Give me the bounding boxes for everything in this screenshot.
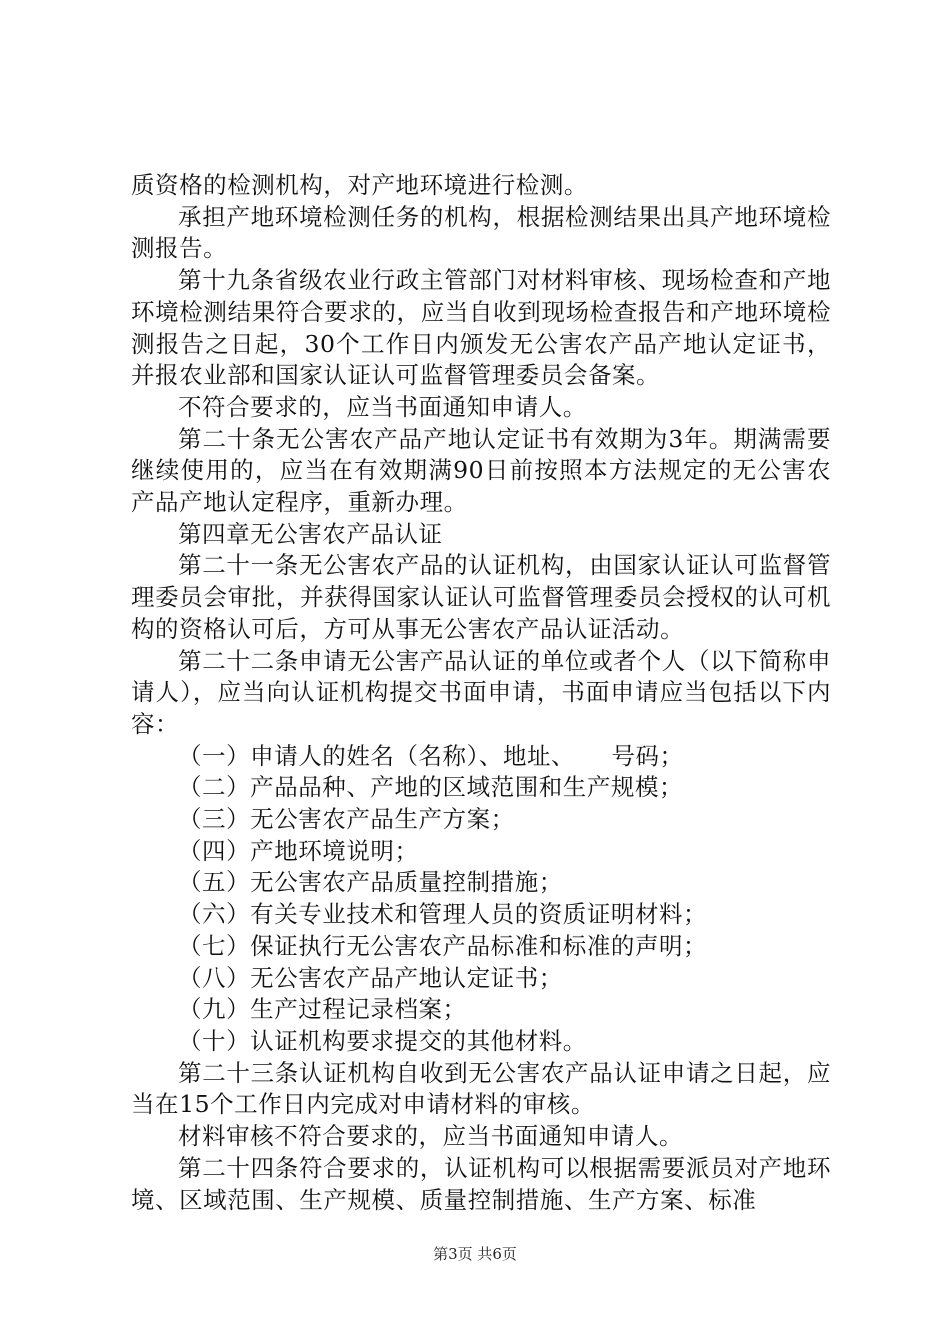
list-item: （七）保证执行无公害农产品标准和标准的声明；: [178, 931, 708, 960]
article-20-paragraph: 第二十条无公害农产品产地认定证书有效期为3年。期满需要继续使用的，应当在有效期满90日前按照本方法规定的无公害农产品产地认定程序，重新办理。: [131, 424, 831, 517]
article-24-paragraph: 第二十四条符合要求的，认证机构可以根据需要派员对产地环境、区域范围、生产规模、质量控制措施、生产方案、标准: [131, 1153, 831, 1214]
article-19-paragraph: 第十九条省级农业行政主管部门对材料审核、现场检查和产地环境检测结果符合要求的，应当自收到现场检查报告和产地环境检测报告之日起，30个工作日内颁发无公害农产品产地认定证书，并报农业部和国家认证认可监督管理委员会备案。: [131, 266, 831, 390]
document-body: [131, 170, 831, 1216]
article-23-paragraph: 第二十三条认证机构自收到无公害农产品认证申请之日起，应当在15个工作日内完成对申请材料的审核。: [131, 1058, 831, 1119]
paragraph: 材料审核不符合要求的，应当书面通知申请人。: [178, 1122, 684, 1151]
list-item: （四）产地环境说明；: [178, 836, 419, 865]
list-item: （十）认证机构要求提交的其他材料。: [178, 1026, 587, 1055]
page-number: 第3页 共6页: [433, 1245, 517, 1263]
article-22-paragraph: 第二十二条申请无公害产品认证的单位或者个人（以下简称申请人），应当向认证机构提交书面申请，书面申请应当包括以下内容：: [131, 646, 831, 738]
list-item: （三）无公害农产品生产方案；: [178, 805, 515, 834]
list-item: （九）生产过程记录档案；: [178, 995, 467, 1024]
page-footer: [0, 1244, 950, 1264]
chapter-heading: 第四章无公害农产品认证: [178, 519, 443, 548]
paragraph: 质资格的检测机构，对产地环境进行检测。: [131, 171, 588, 199]
list-item: （二）产品品种、产地的区域范围和生产规模；: [178, 773, 684, 802]
paragraph: 承担产地环境检测任务的机构，根据检测结果出具产地环境检测报告。: [131, 202, 831, 263]
list-item: （八）无公害农产品产地认定证书；: [178, 963, 563, 992]
paragraph: 不符合要求的，应当书面通知申请人。: [178, 392, 587, 421]
list-item: （五）无公害农产品质量控制措施；: [178, 868, 563, 897]
list-item: （六）有关专业技术和管理人员的资质证明材料；: [178, 900, 708, 929]
article-21-paragraph: 第二十一条无公害农产品的认证机构，由国家认证认可监督管理委员会审批，并获得国家认证认可监督管理委员会授权的认可机构的资格认可后，方可从事无公害农产品认证活动。: [131, 551, 831, 643]
list-item: （一）申请人的姓名（名称）、地址、 号码；: [178, 741, 684, 770]
